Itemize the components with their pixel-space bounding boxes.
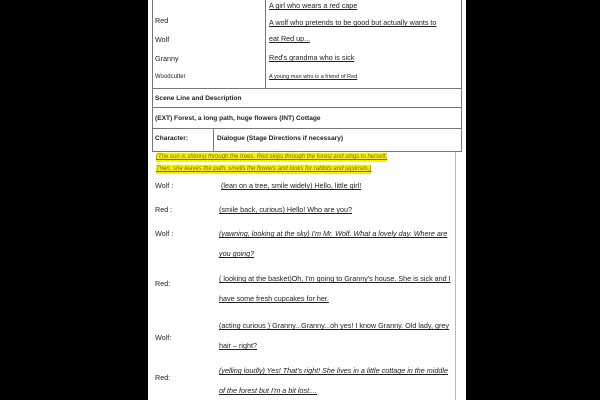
dialogue-column-header: Dialogue (Stage Directions if necessary)	[217, 135, 344, 142]
speaker-label: Wolf:	[155, 333, 172, 342]
speaker-label: Red :	[155, 205, 173, 214]
character-name: Granny	[155, 54, 179, 63]
table-rule	[152, 128, 462, 129]
character-description: A girl who wears a red cape	[269, 1, 358, 10]
dialogue-line: (yawning, looking at the sky) I'm Mr. Wolf. What a lovely day. Where are	[219, 229, 448, 238]
table-column-divider	[213, 128, 214, 152]
table-border-left	[152, 88, 153, 152]
speaker-label: Wolf :	[155, 181, 174, 190]
dialogue-line: (lean on a tree, smile widely) Hello, little girl!	[221, 181, 362, 190]
dialogue-line: (yelling loudly) Yes! That's right! She lives in a little cottage in the middle	[219, 366, 448, 375]
table-rule	[152, 107, 462, 108]
dialogue-line: of the forest but I'm a bit lost....	[219, 386, 318, 395]
character-column-header: Character:	[155, 135, 188, 142]
scene-description: (EXT) Forest, a long path, huge flowers (INT) Cottage	[155, 115, 321, 122]
table-border-left	[152, 0, 153, 88]
speaker-label: Red:	[155, 373, 171, 382]
table-rule	[152, 151, 462, 152]
scene-heading: Scene Line and Description	[155, 95, 242, 102]
table-border-right	[461, 0, 462, 152]
character-description: eat Red up...	[269, 34, 311, 43]
speaker-label: Wolf :	[155, 229, 174, 238]
character-name: Woodcutter	[155, 74, 186, 80]
character-description: Red's grandma who is sick	[269, 53, 355, 62]
dialogue-line: have some fresh cupcakes for her.	[219, 294, 329, 303]
dialogue-line: hair – right?	[219, 341, 257, 350]
character-name: Wolf	[155, 35, 170, 44]
speaker-label: Red:	[155, 279, 171, 288]
dialogue-line: (acting curious ) Granny...Granny...oh yes! I know Granny. Old lady, grey	[219, 321, 449, 330]
table-border-right	[455, 152, 456, 400]
dialogue-line: you going?	[219, 249, 255, 258]
stage-direction: Then, she leaves the path, smells the flowers and looks for rabbits and squirrels.)	[156, 166, 372, 172]
dialogue-line: (smile back, curious) Hello! Who are you?	[219, 205, 353, 214]
character-name: Red	[155, 16, 169, 25]
document-page	[148, 0, 466, 400]
table-rule	[152, 88, 462, 89]
stage-direction: (The sun is shining through the trees. Red skips through the forest and sings to herself.	[156, 154, 388, 160]
table-column-divider	[265, 0, 266, 88]
character-description: A young man who is a friend of Red	[269, 74, 358, 80]
dialogue-line: ( looking at the basket)Oh, I'm going to Granny's house. She is sick and I	[219, 274, 451, 283]
character-description: A wolf who pretends to be good but actually wants to	[269, 18, 437, 27]
